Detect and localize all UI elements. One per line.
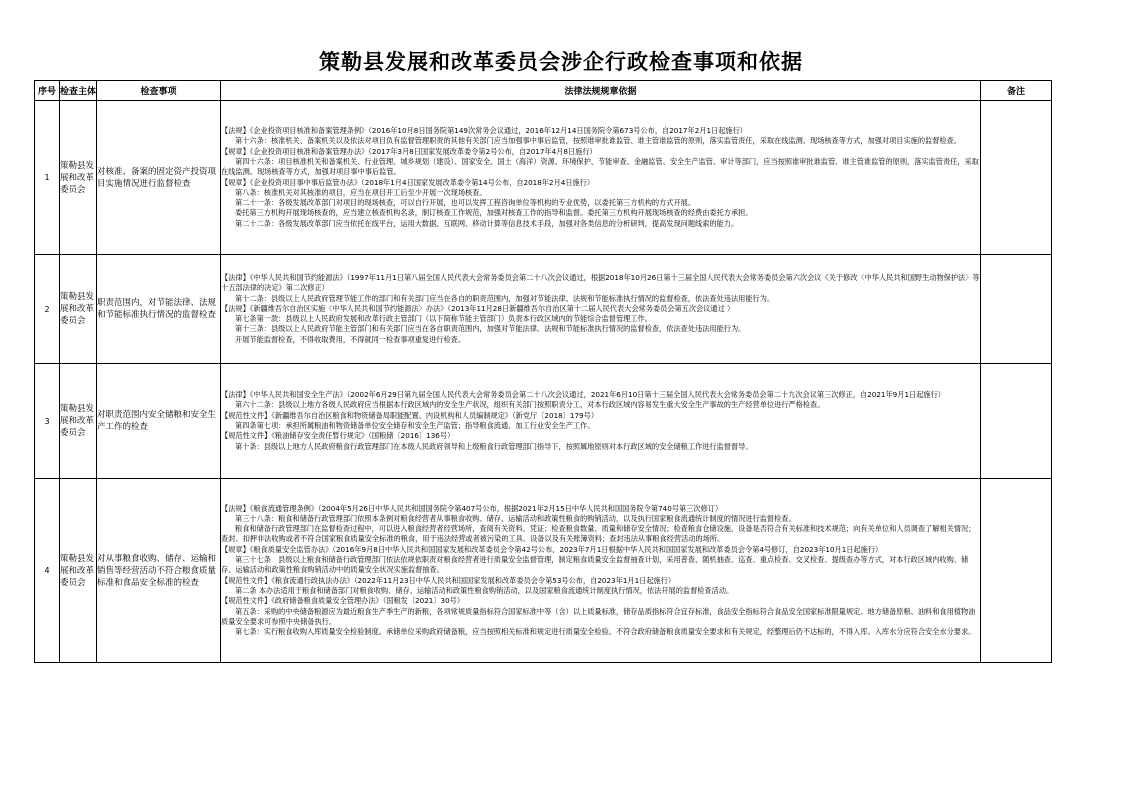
note-cell: [981, 479, 1052, 663]
basis-paragraph: 第四条第七项：承担所属粮油和物资储备单位安全储存和安全生产监管；指导粮食流通、加工行业安全生产工作。: [235, 421, 595, 430]
basis-paragraph: 【规章】《企业投资项目事中事后监管办法》（2018年1月4日国家发展改革委令第14号公布，自2018年2月4日施行）: [221, 177, 595, 187]
item-cell: 对核准、备案的固定资产投资项目实施情况进行监督检查: [97, 101, 221, 255]
basis-paragraph: 【法规】《企业投资项目核准和备案管理条例》（2016年10月8日国务院第149次常务会议通过，2016年12月14日国务院令第673号公布，自2017年2月1日起施行）: [221, 126, 747, 136]
header-note: 备注: [981, 81, 1052, 101]
basis-paragraph: 第十六条：核准机关、备案机关以及依法对项目负有监督管理职责的其他有关部门应当加强事中事后监管，按照谁审批谁监管、谁主管谁监管的原则，落实监管责任，采取在线监测、现场核查等方式，加强对项目实施的监督检查。: [235, 136, 961, 146]
basis-paragraph: 【法规】《新疆维吾尔自治区实施〈中华人民共和国节约能源法〉办法》（2013年11月28日新疆维吾尔自治区第十二届人民代表大会常务委员会第五次会议通过 ）: [221, 303, 735, 313]
basis-paragraph: 第十三条：县级以上人民政府节能主管部门和有关部门应当在各自职责范围内，加强对节能法律、法规和节能标准执行情况的监督检查，依法查处违法用能行为。: [235, 324, 746, 334]
basis-paragraph: 委托第三方机构开展现场核查的，应当建立核查机构名录，制订核查工作规范，加强对核查工作的指导和监督。委托第三方机构开展现场核查的经费由委托方承担。: [235, 208, 753, 218]
basis-paragraph: 第五条：采购的中央储备粮源应为最近粮食生产季生产的新粮，各项常规质量指标符合国家标准中等（含）以上质量标准，储存品质指标符合宜存标准，食品安全指标符合食品安全国家标准限量规定。地方储备原粮、油料和食用植物油质量安全要求可参照中央储备执行。: [221, 606, 976, 626]
basis-paragraph: 【规章】《粮食质量安全监管办法》（2016年9月8日中华人民共和国国家发展和改革委员会令第42号公布，2023年7月1日根据中华人民共和国国家发展和改革委员会令第4号修订，自2023年10月1日起施行）: [221, 544, 883, 554]
basis-paragraph: 开展节能监督检查，不得收取费用，不得就同一检查事项重复进行检查。: [235, 334, 466, 344]
basis-paragraph: 【规范性文件】《政府储备粮食质量安全管理办法》（国粮发〔2021〕30号）: [221, 596, 465, 606]
table-row: [35, 479, 1052, 663]
subject-cell: 策勒县发展和改革委员会: [60, 101, 97, 255]
table-row: [35, 255, 1052, 364]
seq-cell: 4: [35, 479, 60, 663]
basis-paragraph: 第四十六条：项目核准机关和备案机关、行业管理、城乡规划（建设）、国家安全、国土（海洋）资源、环境保护、节能审查、金融监管、安全生产监管、审计等部门，应当按照谁审批谁监管、谁主管谁监管的原则，落实监管责任，采取在线监测、现场核查等方式，加强对项目事中事后监管。: [221, 156, 979, 177]
basis-paragraph: 【法律】《中华人民共和国安全生产法》（2002年6月29日第九届全国人民代表大会常务委员会第二十八次会议通过，2021年6月10日第十三届全国人民代表大会常务委员会第二十九次会议第三次修正，自2021年9月1日起施行）: [221, 390, 945, 400]
header-seq: 序号: [35, 81, 60, 101]
item-cell: 职责范围内，对节能法律、法规和节能标准执行情况的监督检查: [97, 255, 221, 364]
table-row: [35, 364, 1052, 479]
basis-paragraph: 第十条：县级以上地方人民政府粮食行政管理部门在本级人民政府领导和上级粮食行政管理部门指导下，按照属地原则对本行政区域的安全储粮工作进行监督督导。: [235, 441, 753, 451]
basis-cell: [221, 255, 981, 364]
basis-paragraph: 【规范性文件】《粮油储存安全责任暂行规定》（国粮储〔2016〕136号）: [221, 431, 455, 441]
basis-paragraph: 【规章】《企业投资项目核准和备案管理办法》（2017年3月8日国家发展改革委令第2号公布，自2017年4月8日施行）: [221, 146, 597, 156]
basis-cell: [221, 364, 981, 479]
header-basis: 法律法规规章依据: [221, 81, 981, 101]
basis-paragraph: 第八条：核准机关对其核准的项目，应当在项目开工后至少开展一次现场核查。: [235, 187, 487, 197]
basis-paragraph: 【规范性文件】《新疆维吾尔自治区粮食和物资储备局职能配置、内设机构和人员编制规定》（新党厅〔2018〕179号）: [221, 410, 599, 420]
subject-cell: 策勒县发展和改革委员会: [60, 479, 97, 663]
item-cell: 对从事粮食收购、储存、运输和销售等经营活动不符合粮食质量标准和食品安全标准的检查: [97, 479, 221, 663]
seq-cell: 1: [35, 101, 60, 255]
item-cell: 对职责范围内安全储粮和安全生产工作的检查: [97, 364, 221, 479]
basis-paragraph: 第十二条：县级以上人民政府管理节能工作的部门和有关部门应当在各自的职责范围内，加强对节能法律、法规和节能标准执行情况的监督检查，依法查处违法用能行为。: [235, 293, 775, 303]
basis-paragraph: 第三十八条：粮食和储备行政管理部门依照本条例对粮食经营者从事粮食收购、储存、运输活动和政策性粮食的购销活动，以及执行国家粮食流通统计制度的情况进行监督检查。: [235, 513, 796, 523]
note-cell: [981, 101, 1052, 255]
seq-cell: 2: [35, 255, 60, 364]
basis-cell: [221, 101, 981, 255]
subject-cell: 策勒县发展和改革委员会: [60, 255, 97, 364]
basis-paragraph: 第二十二条：各级发展改革部门应当依托在线平台，运用大数据、互联网、移动计算等信息技术手段，加强对各类信息的分析研判，提高发现问题线索的能力。: [235, 218, 739, 228]
subject-cell: 策勒县发展和改革委员会: [60, 364, 97, 479]
seq-cell: 3: [35, 364, 60, 479]
basis-paragraph: 【规范性文件】《粮食流通行政执法办法》（2022年11月23日中华人民共和国国家发展和改革委员会令第53号公布，自2023年1月1日起施行）: [221, 575, 676, 585]
basis-paragraph: 第七条：实行粮食收购入库质量安全检验制度。承储单位采购政府储备粮，应当按照相关标准和规定进行质量安全检验。不符合政府储备粮食质量安全要求和有关规定，经整理后仍不达标的，不得入库。入库水分应符合安全水分要求。: [235, 627, 976, 637]
basis-paragraph: 第七条第一款：县级以上人民政府发展和改革行政主管部门（以下简称节能主管部门）负责本行政区域内的节能综合监督管理工作。: [235, 314, 652, 324]
basis-paragraph: 粮食和储备行政管理部门在监督检查过程中，可以进入粮食经营者经营场所，查阅有关资料、凭证；检查粮食数量、质量和储存安全情况；检查粮食仓储设施、设备是否符合有关标准和技术规范；向有关单位和人员调查了解相关情况；查封、扣押非法收购或者不符合国家粮食质量安全标准的粮食，用于违法经营或者被污染的工具、设备以及有关账簿资料；查封违法从事粮食经营活动的场所。: [221, 524, 976, 544]
inspection-table: [34, 80, 1052, 663]
note-cell: [981, 364, 1052, 479]
table-header-row: [35, 81, 1052, 101]
header-subject: 检查主体: [60, 81, 97, 101]
basis-paragraph: 第二条 本办法适用于粮食和储备部门对粮食收购、储存、运输活动和政策性粮食购销活动，以及国家粮食流通统计制度执行情况，依法开展的监督检查活动。: [235, 585, 734, 595]
basis-paragraph: 第二十一条：各级发展改革部门对项目的现场核查，可以自行开展，也可以发挥工程咨询单位等机构的专业优势，以委托第三方机构的方式开展。: [235, 198, 696, 208]
basis-paragraph: 第三十七条 县级以上粮食和储备行政管理部门依法依规依职责对粮食经营者进行质量安全监督管理，制定粮食质量安全监督抽查计划，采用普查、随机抽查、巡查、重点检查、交叉检查、提级查办等方式，对本行政区域内收购、储存、运输活动和政策性粮食购销活动中的质量安全状况实施监督抽查。: [221, 555, 969, 575]
page-title: 策勒县发展和改革委员会涉企行政检查事项和依据: [319, 50, 803, 74]
basis-paragraph: 【法规】《粮食流通管理条例》（2004年5月26日中华人民共和国国务院令第407号公布，根据2021年2月15日中华人民共和国国务院令第740号第三次修订）: [221, 503, 723, 513]
note-cell: [981, 255, 1052, 364]
table-row: [35, 101, 1052, 255]
basis-paragraph: 第六十二条：县级以上地方各级人民政府应当根据本行政区域内的安全生产状况，组织有关部门按照职责分工，对本行政区域内容易发生重大安全生产事故的生产经营单位进行严格检查。: [235, 400, 825, 410]
header-item: 检查事项: [97, 81, 221, 101]
basis-paragraph: 【法律】《中华人民共和国节约能源法》（1997年11月1日第八届全国人民代表大会常务委员会第二十八次会议通过，根据2018年10月26日第十三届全国人民代表大会常务委员会第六次会议《关于修改〈中华人民共和国野生动物保护法〉等十五部法律的决定》第二次修正）: [221, 272, 980, 293]
basis-cell: [221, 479, 981, 663]
